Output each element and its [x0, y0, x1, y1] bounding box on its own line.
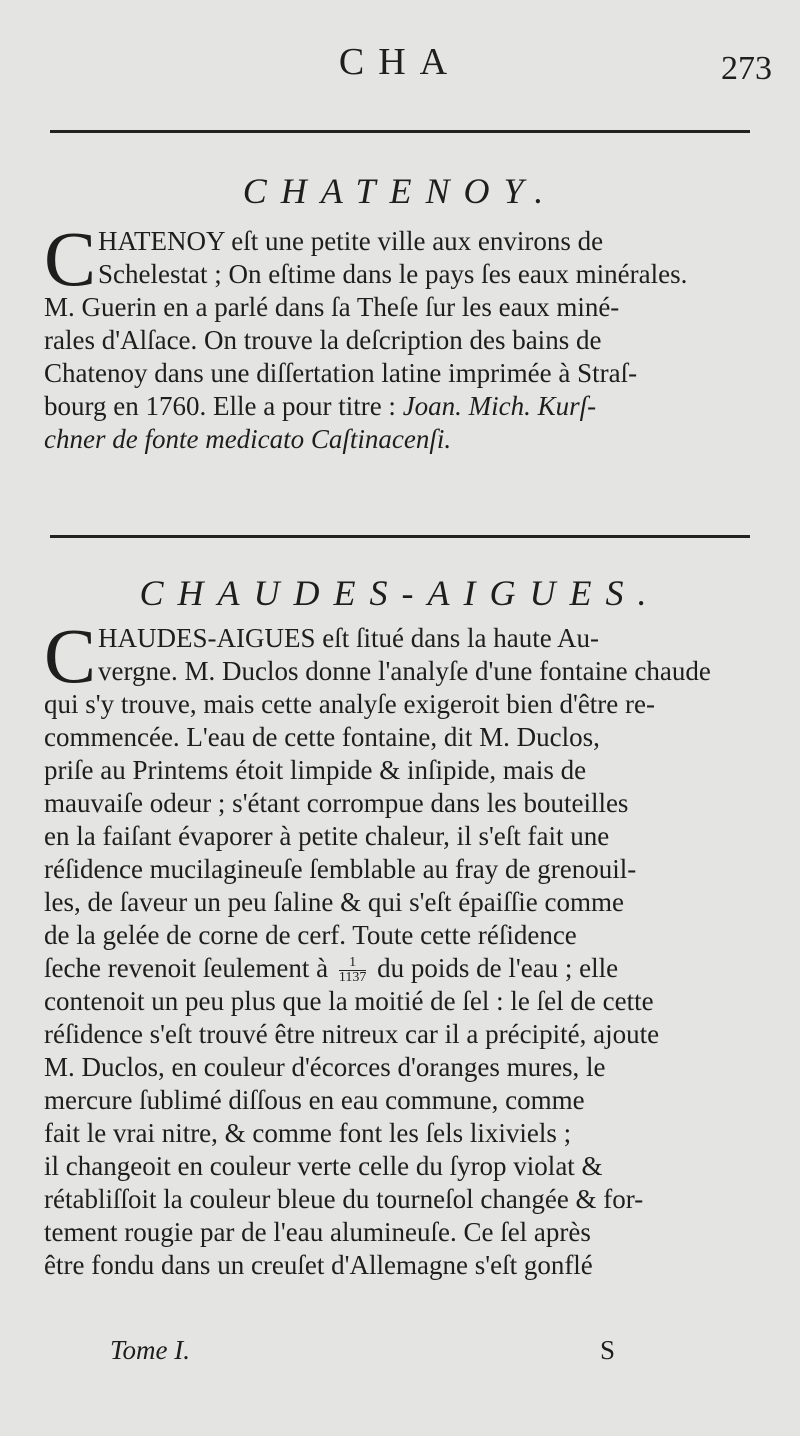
text-line: M. Guerin en a parlé dans ſa Theſe ſur les eaux miné- — [44, 292, 620, 322]
text-line: réſidence s'eſt trouvé être nitreux car il a précipité, ajoute — [44, 1019, 660, 1049]
text-line — [44, 952, 764, 985]
paragraph-chatenoy — [44, 215, 764, 456]
fraction-denominator: 1137 — [338, 970, 367, 986]
text-line: en la faiſant évaporer à petite chaleur, il s'eſt fait une — [44, 821, 610, 851]
text-line: fait le vrai nitre, & comme font les ſels lixiviels ; — [44, 1118, 572, 1148]
text-line: réſidence mucilagineuſe ſemblable au fray de grenouil- — [44, 854, 637, 884]
text-line: mercure ſublimé diſſous en eau commune, comme — [44, 1085, 585, 1115]
fraction — [339, 956, 366, 985]
page-number: 273 — [721, 50, 772, 87]
dropcap: C — [44, 612, 97, 699]
text-line: rales d'Alſace. On trouve la deſcription des bains de — [44, 325, 602, 355]
text-line: priſe au Printems étoit limpide & inſipide, mais de — [44, 755, 587, 785]
text-line: être fondu dans un creuſet d'Allemagne s'eſt gonflé — [44, 1250, 593, 1280]
text-line: contenoit un peu plus que la moitié de ſel : le ſel de cette — [44, 986, 654, 1016]
text-line: HATENOY eſt une petite ville aux environs de — [98, 226, 604, 256]
signature-mark: S — [600, 1335, 616, 1365]
text-run: ſeche revenoit ſeulement à — [44, 953, 335, 983]
paragraph-chaudes-aigues — [44, 612, 764, 1282]
text-line: les, de ſaveur un peu ſaline & qui s'eſt épaiſſie comme — [44, 887, 624, 917]
text-line: vergne. M. Duclos donne l'analyſe d'une fontaine chaude — [98, 656, 711, 686]
text-line: chner de fonte medicato Caſtinacenſi. — [44, 424, 452, 454]
volume-label: Tome I. — [110, 1335, 191, 1365]
text-run: bourg en 1760. Elle a pour titre : — [44, 391, 403, 421]
text-line: de la gelée de corne de cerf. Toute cette réſidence — [44, 920, 577, 950]
text-line: mauvaiſe odeur ; s'étant corrompue dans les bouteilles — [44, 788, 629, 818]
fraction-numerator: 1 — [339, 956, 366, 971]
text-line — [44, 390, 764, 423]
text-line: M. Duclos, en couleur d'écorces d'oranges mures, le — [44, 1052, 606, 1082]
text-line: il changeoit en couleur verte celle du ſyrop violat & — [44, 1151, 603, 1181]
text-line: HAUDES-AIGUES eſt ſitué dans la haute Au- — [98, 623, 599, 653]
italic-citation: Joan. Mich. Kurſ- — [402, 391, 597, 421]
text-line: commencée. L'eau de cette fontaine, dit M. Duclos, — [44, 722, 600, 752]
text-line: Chatenoy dans une diſſertation latine imprimée à Straſ- — [44, 358, 638, 388]
dropcap: C — [44, 215, 97, 302]
text-run: du poids de l'eau ; elle — [370, 953, 619, 983]
section-title-chaudes-aigues: CHAUDES-AIGUES. — [139, 573, 661, 613]
header-rule — [50, 130, 750, 133]
running-head: CHA — [338, 41, 462, 83]
section-rule — [50, 535, 750, 538]
text-line: qui s'y trouve, mais cette analyſe exigeroit bien d'être re- — [44, 689, 655, 719]
text-line: tement rougie par de l'eau alumineuſe. Ce ſel après — [44, 1217, 591, 1247]
text-line: rétabliſſoit la couleur bleue du tourneſol changée & for- — [44, 1184, 644, 1214]
section-title-chatenoy: CHATENOY. — [242, 171, 558, 211]
text-line: Schelestat ; On eſtime dans le pays ſes eaux minérales. — [98, 259, 688, 289]
